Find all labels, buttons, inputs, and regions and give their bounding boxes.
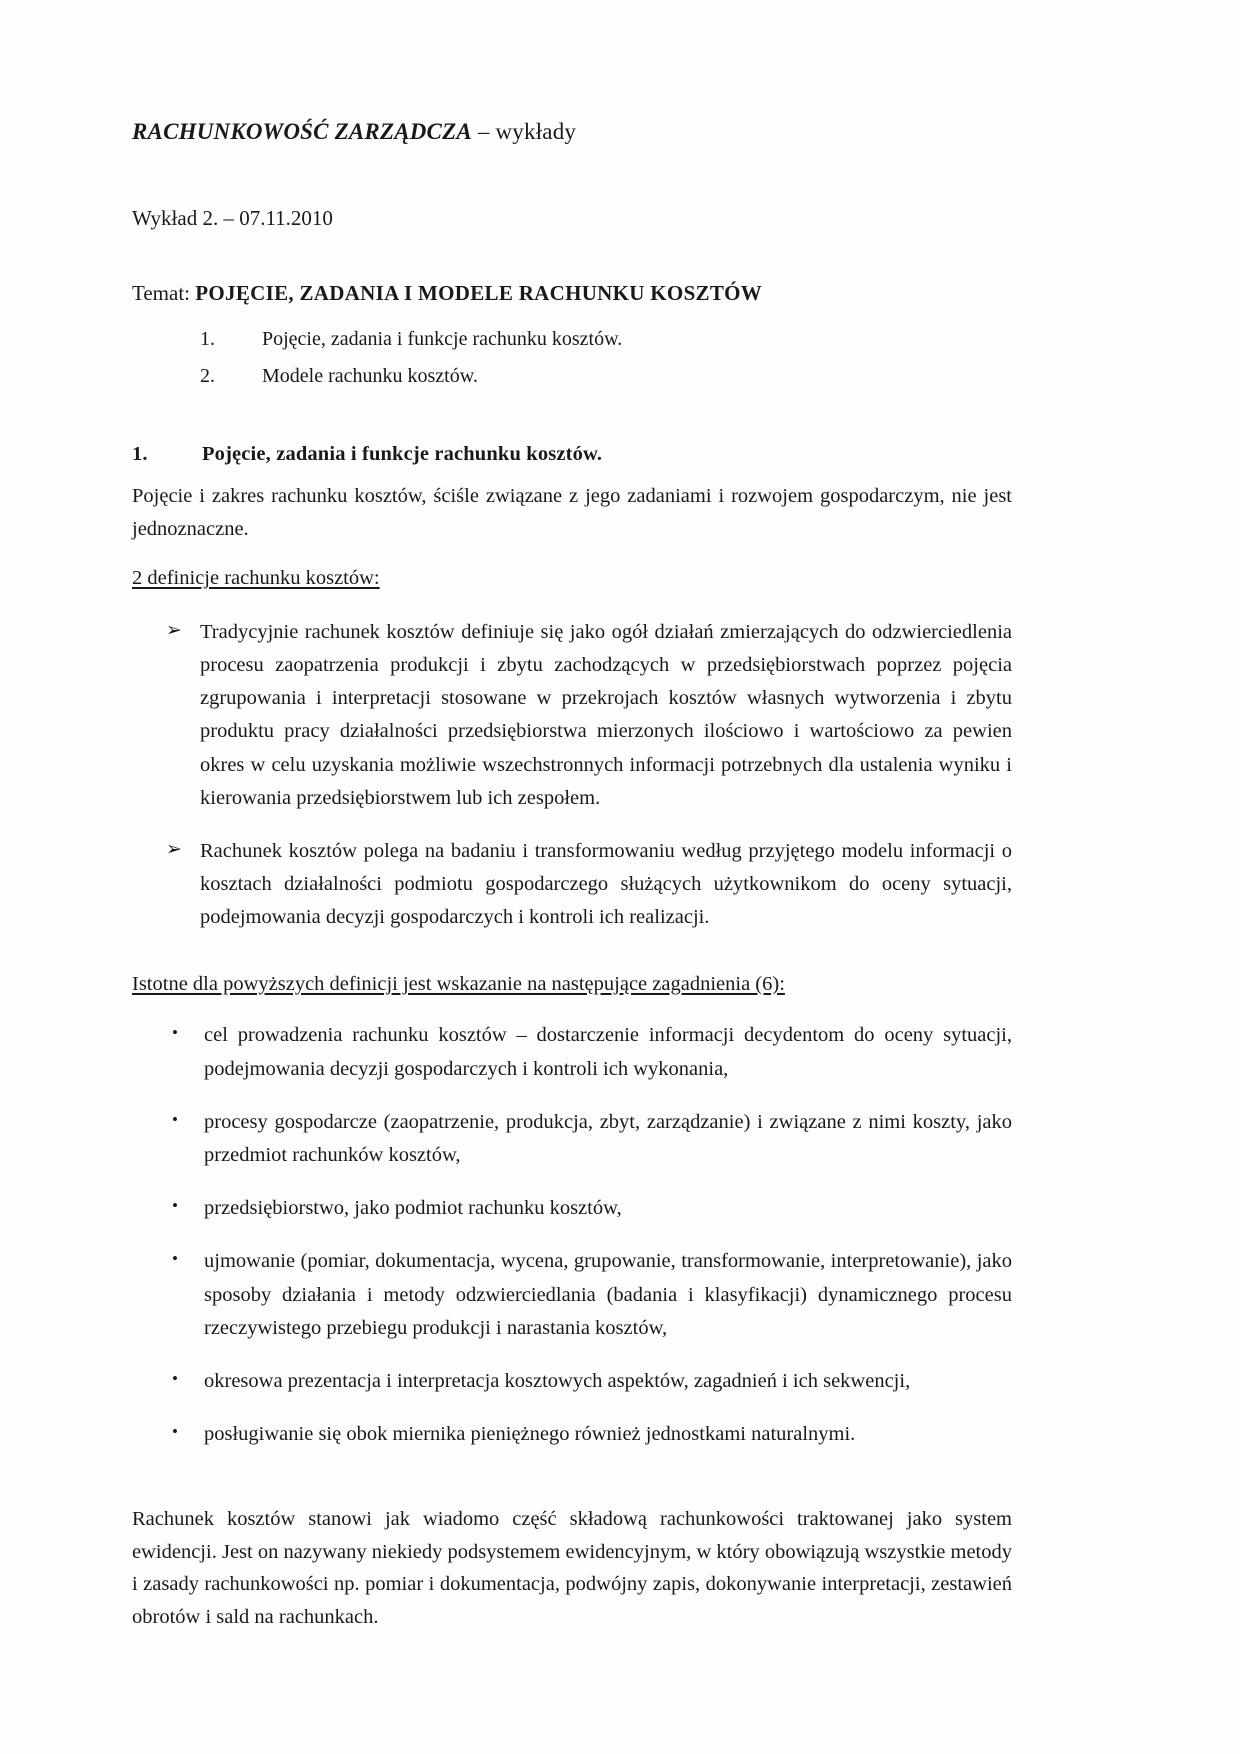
section-1-heading <box>132 443 1012 466</box>
section-1-title: Pojęcie, zadania i funkcje rachunku kosztów. <box>202 443 603 466</box>
issues-heading: Istotne dla powyższych definicji jest wskazanie na następujące zagadnienia (6): <box>132 972 785 995</box>
issue-item <box>132 1418 1012 1451</box>
definition-item <box>132 835 1012 935</box>
agenda-item-label: Pojęcie, zadania i funkcje rachunku kosztów. <box>262 328 623 351</box>
lecture-date-line: Wykład 2. – 07.11.2010 <box>132 205 333 230</box>
definitions-heading: 2 definicje rachunku kosztów: <box>132 567 380 590</box>
issue-item <box>132 1019 1012 1085</box>
agenda-item-label: Modele rachunku kosztów. <box>262 365 478 388</box>
issue-text: procesy gospodarcze (zaopatrzenie, produkcja, zbyt, zarządzanie) i związane z nimi koszty, jako przedmiot rachunków kosztów, <box>204 1110 1012 1167</box>
dot-bullet-icon: • <box>172 1196 178 1216</box>
issue-text: okresowa prezentacja i interpretacja kosztowych aspektów, zagadnień i ich sekwencji, <box>204 1370 911 1393</box>
agenda-list <box>132 321 1012 395</box>
document-title <box>132 118 1012 147</box>
agenda-item <box>132 321 1012 358</box>
issues-list <box>132 1019 1012 1451</box>
arrow-bullet-icon: ➢ <box>166 619 182 641</box>
section-1-intro-paragraph: Pojęcie i zakres rachunku kosztów, ściśle związane z jego zadaniami i rozwojem gospodarczym, nie jest jednoznaczne. <box>132 485 1012 540</box>
arrow-bullet-icon: ➢ <box>166 839 182 861</box>
agenda-item-number: 2. <box>200 365 215 388</box>
closing-paragraph: Rachunek kosztów stanowi jak wiadomo część składową rachunkowości traktowanej jako system ewidencji. Jest on nazywany niekiedy podsystemem ewidencyjnym, w który obowiązują wszystkie metody i zasady rachunkowości np. pomiar i dokumentacja, podwójny zapis, dokonywanie interpretacji, zestawień obrotów i sald na rachunkach. <box>132 1508 1012 1628</box>
document-title-suffix: – wykłady <box>471 119 577 144</box>
issue-item <box>132 1106 1012 1172</box>
issue-item <box>132 1245 1012 1345</box>
issue-item <box>132 1192 1012 1225</box>
section-1-number: 1. <box>132 443 148 466</box>
dot-bullet-icon: • <box>172 1023 178 1043</box>
definition-item <box>132 616 1012 815</box>
agenda-item <box>132 358 1012 395</box>
issue-text: przedsiębiorstwo, jako podmiot rachunku kosztów, <box>204 1197 622 1220</box>
definitions-list <box>132 616 1012 935</box>
dot-bullet-icon: • <box>172 1422 178 1442</box>
issue-text: cel prowadzenia rachunku kosztów – dostarczenie informacji decydentom do oceny sytuacji, podejmowania decyzji gospodarczych i kontroli ich wykonania, <box>204 1024 1012 1080</box>
issue-item <box>132 1365 1012 1398</box>
dot-bullet-icon: • <box>172 1369 178 1389</box>
agenda-item-number: 1. <box>200 328 215 351</box>
issue-text: posługiwanie się obok miernika pieniężnego również jednostkami naturalnymi. <box>204 1423 856 1446</box>
topic-label: Temat: <box>132 281 191 306</box>
topic-value: POJĘCIE, ZADANIA I MODELE RACHUNKU KOSZTÓW <box>195 281 763 306</box>
definition-text: Tradycyjnie rachunek kosztów definiuje się jako ogół działań zmierzających do odzwierciedlenia procesu zaopatrzenia produkcji i zbytu zachodzących w przedsiębiorstwach poprzez pojęcia zgrupowania i interpretacji stosowane w przekrojach kosztów własnych wytworzenia i zbytu produktu pracy działalności przedsiębiorstwa mierzonych ilościowo i wartościowo za pewien okres w celu uzyskania możliwie wszechstronnych informacji potrzebnych dla ustalenia wyniku i kierowania przedsiębiorstwem lub ich zespołem. <box>200 620 1012 809</box>
issue-text: ujmowanie (pomiar, dokumentacja, wycena, grupowanie, transformowanie, interpretowanie), jako sposoby działania i metody odzwierciedlania (badania i klasyfikacji) dynamicznego procesu rzeczywistego przebiegu produkcji i narastania kosztów, <box>204 1250 1012 1339</box>
dot-bullet-icon: • <box>172 1109 178 1129</box>
document-title-main: RACHUNKOWOŚĆ ZARZĄDCZA <box>132 119 472 144</box>
topic-line <box>132 280 1012 307</box>
definition-text: Rachunek kosztów polega na badaniu i transformowaniu według przyjętego modelu informacji o kosztach działalności podmiotu gospodarczego służących użytkownikom do oceny sytuacji, podejmowania decyzji gospodarczych i kontroli ich realizacji. <box>200 840 1012 929</box>
dot-bullet-icon: • <box>172 1249 178 1269</box>
